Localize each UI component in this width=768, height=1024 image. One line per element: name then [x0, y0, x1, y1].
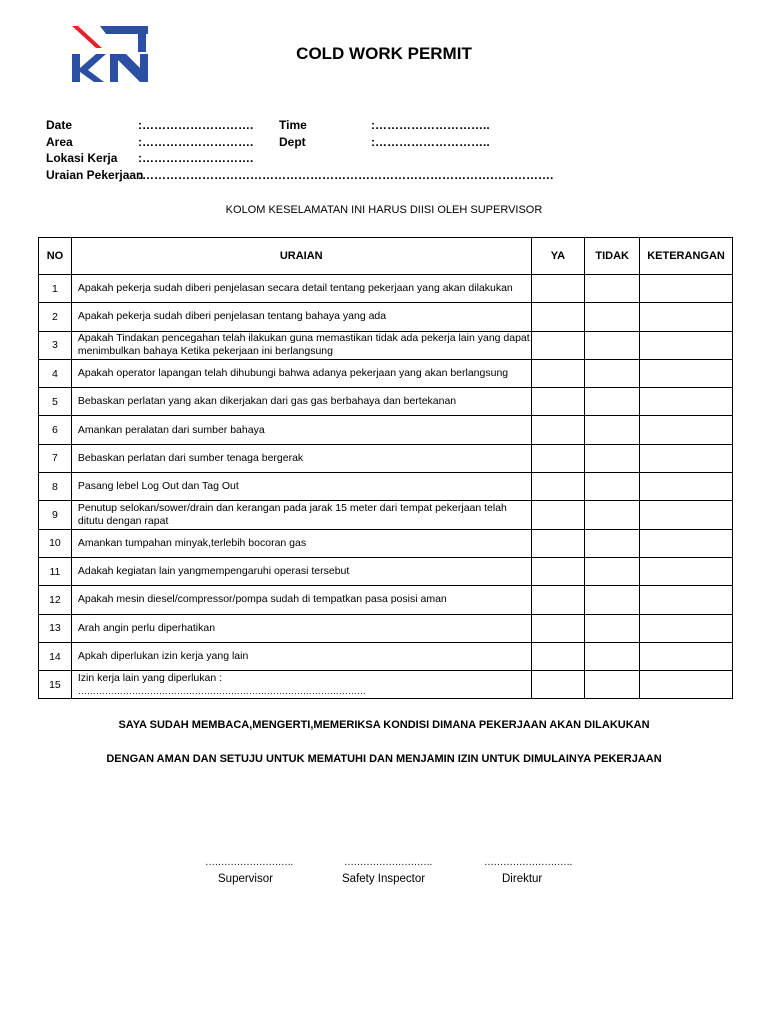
row-number: 8	[39, 473, 72, 501]
row-number: 3	[39, 331, 72, 359]
supervisor-signature-line[interactable]: ……………………….	[205, 857, 293, 868]
ya-cell[interactable]	[531, 501, 585, 529]
keterangan-cell[interactable]	[640, 642, 733, 670]
row-description	[71, 671, 531, 699]
table-row	[39, 501, 733, 529]
keterangan-cell[interactable]	[640, 388, 733, 416]
keterangan-cell[interactable]	[640, 331, 733, 359]
tidak-cell[interactable]	[585, 444, 640, 472]
tidak-cell[interactable]	[585, 388, 640, 416]
table-row	[39, 359, 733, 387]
dept-field[interactable]: :………………………..	[371, 135, 490, 149]
ya-cell[interactable]	[531, 303, 585, 331]
keterangan-cell[interactable]	[640, 359, 733, 387]
row-description: Arah angin perlu diperhatikan	[71, 614, 531, 642]
row-description: Pasang lebel Log Out dan Tag Out	[71, 473, 531, 501]
keterangan-cell[interactable]	[640, 529, 733, 557]
tidak-cell[interactable]	[585, 529, 640, 557]
row-description: Apkah diperlukan izin kerja yang lain	[71, 642, 531, 670]
tidak-cell[interactable]	[585, 359, 640, 387]
tidak-cell[interactable]	[585, 501, 640, 529]
table-row	[39, 557, 733, 585]
area-field[interactable]: :……………………….	[138, 135, 254, 149]
safety-signature-line[interactable]: ……………………….	[344, 857, 432, 868]
keterangan-cell[interactable]	[640, 586, 733, 614]
table-row	[39, 671, 733, 699]
declaration-line-2: DENGAN AMAN DAN SETUJU UNTUK MEMATUHI DAN MENJAMIN IZIN UNTUK DIMULAINYA PEKERJAAN	[106, 753, 662, 765]
date-label: Date	[46, 118, 73, 132]
table-row	[39, 275, 733, 303]
table-row	[39, 642, 733, 670]
row-number: 2	[39, 303, 72, 331]
row-number: 9	[39, 501, 72, 529]
tidak-cell[interactable]	[585, 416, 640, 444]
table-row	[39, 388, 733, 416]
time-label: Time	[279, 118, 307, 132]
keterangan-cell[interactable]	[640, 416, 733, 444]
row-number: 12	[39, 586, 72, 614]
ya-cell[interactable]	[531, 586, 585, 614]
tidak-cell[interactable]	[585, 614, 640, 642]
table-row	[39, 614, 733, 642]
table-row	[39, 586, 733, 614]
row-description-fill-line[interactable]: ……………………………………………………………………………………	[77, 685, 366, 696]
header-tidak: TIDAK	[585, 238, 640, 275]
row-number: 13	[39, 614, 72, 642]
tidak-cell[interactable]	[585, 275, 640, 303]
header-ya: YA	[531, 238, 585, 275]
area-label: Area	[46, 135, 73, 149]
keterangan-cell[interactable]	[640, 444, 733, 472]
safety-inspector-label: Safety Inspector	[342, 873, 426, 885]
table-row	[39, 416, 733, 444]
tidak-cell[interactable]	[585, 303, 640, 331]
checklist-table	[38, 237, 733, 699]
section-subtitle: KOLOM KESELAMATAN INI HARUS DIISI OLEH SUPERVISOR	[225, 204, 543, 216]
supervisor-label: Supervisor	[218, 873, 273, 885]
keterangan-cell[interactable]	[640, 303, 733, 331]
keterangan-cell[interactable]	[640, 275, 733, 303]
row-description: Apakah pekerja sudah diberi penjelasan secara detail tentang pekerjaan yang akan dilakukan	[71, 275, 531, 303]
direktur-label: Direktur	[502, 873, 543, 885]
header-keterangan: KETERANGAN	[640, 238, 733, 275]
table-row	[39, 444, 733, 472]
date-field[interactable]: :……………………….	[138, 118, 254, 132]
row-description: Bebaskan perlatan dari sumber tenaga bergerak	[71, 444, 531, 472]
ya-cell[interactable]	[531, 614, 585, 642]
tidak-cell[interactable]	[585, 586, 640, 614]
lokasi-field[interactable]: :……………………….	[138, 151, 254, 165]
row-number: 1	[39, 275, 72, 303]
row-description-text: Izin kerja lain yang diperlukan :	[77, 671, 223, 684]
ya-cell[interactable]	[531, 642, 585, 670]
row-number: 6	[39, 416, 72, 444]
table-row	[39, 303, 733, 331]
tidak-cell[interactable]	[585, 331, 640, 359]
time-field[interactable]: :………………………..	[371, 118, 490, 132]
keterangan-cell[interactable]	[640, 614, 733, 642]
row-description: Bebaskan perlatan yang akan dikerjakan dari gas gas berbahaya dan bertekanan	[71, 388, 531, 416]
row-description: Adakah kegiatan lain yangmempengaruhi operasi tersebut	[71, 557, 531, 585]
uraian-label: Uraian Pekerjaan	[46, 168, 144, 182]
ya-cell[interactable]	[531, 473, 585, 501]
ya-cell[interactable]	[531, 331, 585, 359]
row-number: 5	[39, 388, 72, 416]
row-description: Penutup selokan/sower/drain dan kerangan pada jarak 15 meter dari tempat pekerjaan telah ditutu dengan rapat	[71, 501, 531, 529]
ya-cell[interactable]	[531, 416, 585, 444]
ya-cell[interactable]	[531, 275, 585, 303]
row-description: Amankan tumpahan minyak,terlebih bocoran gas	[71, 529, 531, 557]
row-description: Apakah pekerja sudah diberi penjelasan tentang bahaya yang ada	[71, 303, 531, 331]
keterangan-cell[interactable]	[640, 671, 733, 699]
tidak-cell[interactable]	[585, 473, 640, 501]
ya-cell[interactable]	[531, 388, 585, 416]
row-number: 14	[39, 642, 72, 670]
tidak-cell[interactable]	[585, 671, 640, 699]
table-row	[39, 473, 733, 501]
dept-label: Dept	[279, 135, 306, 149]
header-uraian: URAIAN	[71, 238, 531, 275]
ya-cell[interactable]	[531, 529, 585, 557]
lokasi-label: Lokasi Kerja	[46, 151, 118, 165]
direktur-signature-line[interactable]: ……………………….	[484, 857, 572, 868]
tidak-cell[interactable]	[585, 557, 640, 585]
uraian-field[interactable]: :………………………………………………………………………………………….	[138, 168, 554, 182]
keterangan-cell[interactable]	[640, 473, 733, 501]
keterangan-cell[interactable]	[640, 557, 733, 585]
page-title: COLD WORK PERMIT	[296, 44, 472, 63]
row-number: 15	[39, 671, 72, 699]
row-description: Apakah operator lapangan telah dihubungi bahwa adanya pekerjaan yang akan berlangsung	[71, 359, 531, 387]
ya-cell[interactable]	[531, 444, 585, 472]
header-no: NO	[39, 238, 72, 275]
row-description: Apakah Tindakan pencegahan telah ilakukan guna memastikan tidak ada pekerja lain yang dapat menimbulkan bahaya Ketika pekerjaan ini berlangsung	[71, 331, 531, 359]
row-description: Amankan peralatan dari sumber bahaya	[71, 416, 531, 444]
declaration-line-1: SAYA SUDAH MEMBACA,MENGERTI,MEMERIKSA KONDISI DIMANA PEKERJAAN AKAN DILAKUKAN	[118, 719, 650, 731]
ya-cell[interactable]	[531, 359, 585, 387]
row-number: 7	[39, 444, 72, 472]
table-row	[39, 331, 733, 359]
ya-cell[interactable]	[531, 557, 585, 585]
table-header-row	[39, 238, 733, 275]
tidak-cell[interactable]	[585, 642, 640, 670]
row-number: 4	[39, 359, 72, 387]
row-number: 11	[39, 557, 72, 585]
row-number: 10	[39, 529, 72, 557]
ya-cell[interactable]	[531, 671, 585, 699]
row-description: Apakah mesin diesel/compressor/pompa sudah di tempatkan pasa posisi aman	[71, 586, 531, 614]
keterangan-cell[interactable]	[640, 501, 733, 529]
table-row	[39, 529, 733, 557]
